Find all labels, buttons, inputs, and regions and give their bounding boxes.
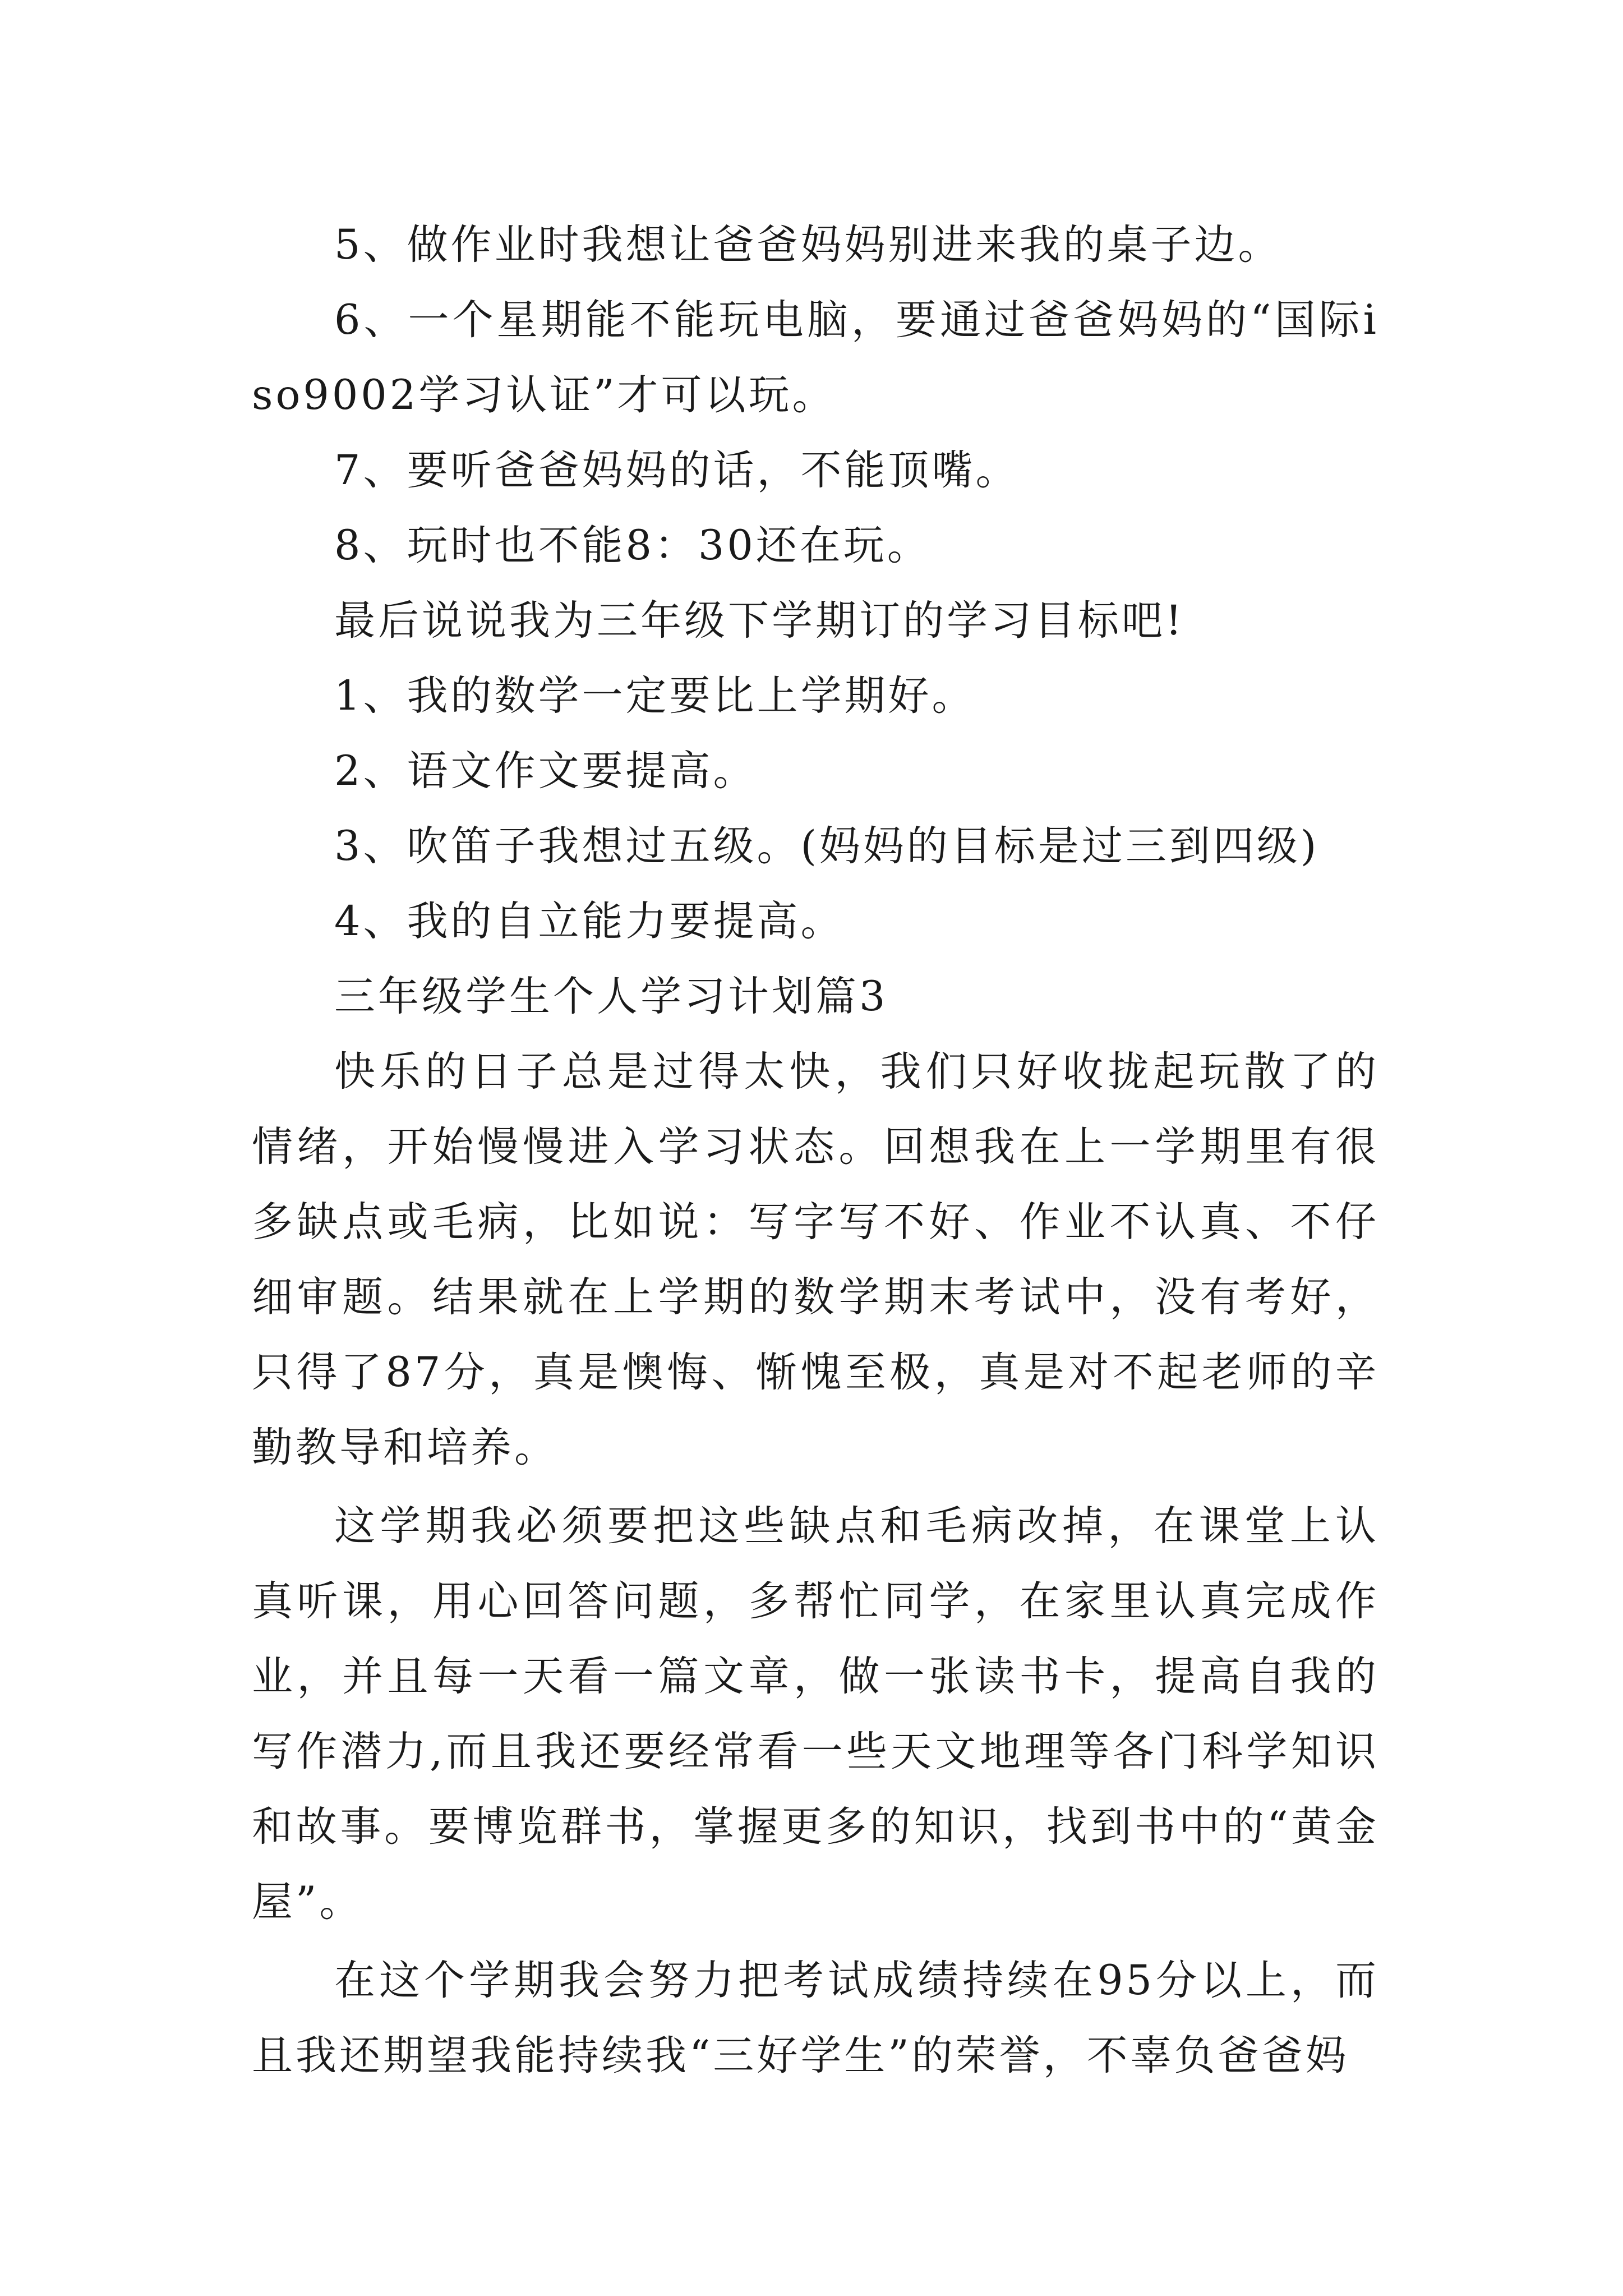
document-body bbox=[252, 208, 1379, 2093]
body-paragraph-1: 快乐的日子总是过得太快，我们只好收拢起玩散了的情绪，开始慢慢进入学习状态。回想我在上一学期里有很多缺点或毛病，比如说：写字写不好、作业不认真、不仔细审题。结果就在上学期的数学期末考试中，没有考好，只得了87分，真是懊悔、惭愧至极，真是对不起老师的辛勤教导和培养。 bbox=[252, 1048, 1379, 1471]
goal-item-2: 2、语文作文要提高。 bbox=[334, 747, 757, 795]
goals-intro: 最后说说我为三年级下学期订的学习目标吧! bbox=[334, 597, 1185, 645]
rule-item-6: 6、一个星期能不能玩电脑，要通过爸爸妈妈的“国际iso9002学习认证”才可以玩。 bbox=[252, 296, 1379, 419]
goal-item-4: 4、我的自立能力要提高。 bbox=[334, 898, 845, 945]
section-title: 三年级学生个人学习计划篇3 bbox=[334, 973, 888, 1020]
rule-item-5: 5、做作业时我想让爸爸妈妈别进来我的桌子边。 bbox=[334, 221, 1282, 269]
body-paragraph-2: 这学期我必须要把这些缺点和毛病改掉，在课堂上认真听课，用心回答问题，多帮忙同学，在家里认真完成作业，并且每一天看一篇文章，做一张读书卡，提高自我的写作潜力,而且我还要经常看一些天文地理等各门科学知识和故事。要博览群书，掌握更多的知识，找到书中的“黄金屋”。 bbox=[252, 1502, 1379, 1926]
rule-item-8: 8、玩时也不能8：30还在玩。 bbox=[334, 522, 931, 569]
body-paragraph-3: 在这个学期我会努力把考试成绩持续在95分以上，而且我还期望我能持续我“三好学生”的荣誉，不辜负爸爸妈 bbox=[252, 1957, 1379, 2079]
goal-item-3: 3、吹笛子我想过五级。(妈妈的目标是过三到四级) bbox=[334, 822, 1320, 870]
rule-item-7: 7、要听爸爸妈妈的话，不能顶嘴。 bbox=[334, 447, 1020, 494]
goal-item-1: 1、我的数学一定要比上学期好。 bbox=[334, 672, 976, 720]
